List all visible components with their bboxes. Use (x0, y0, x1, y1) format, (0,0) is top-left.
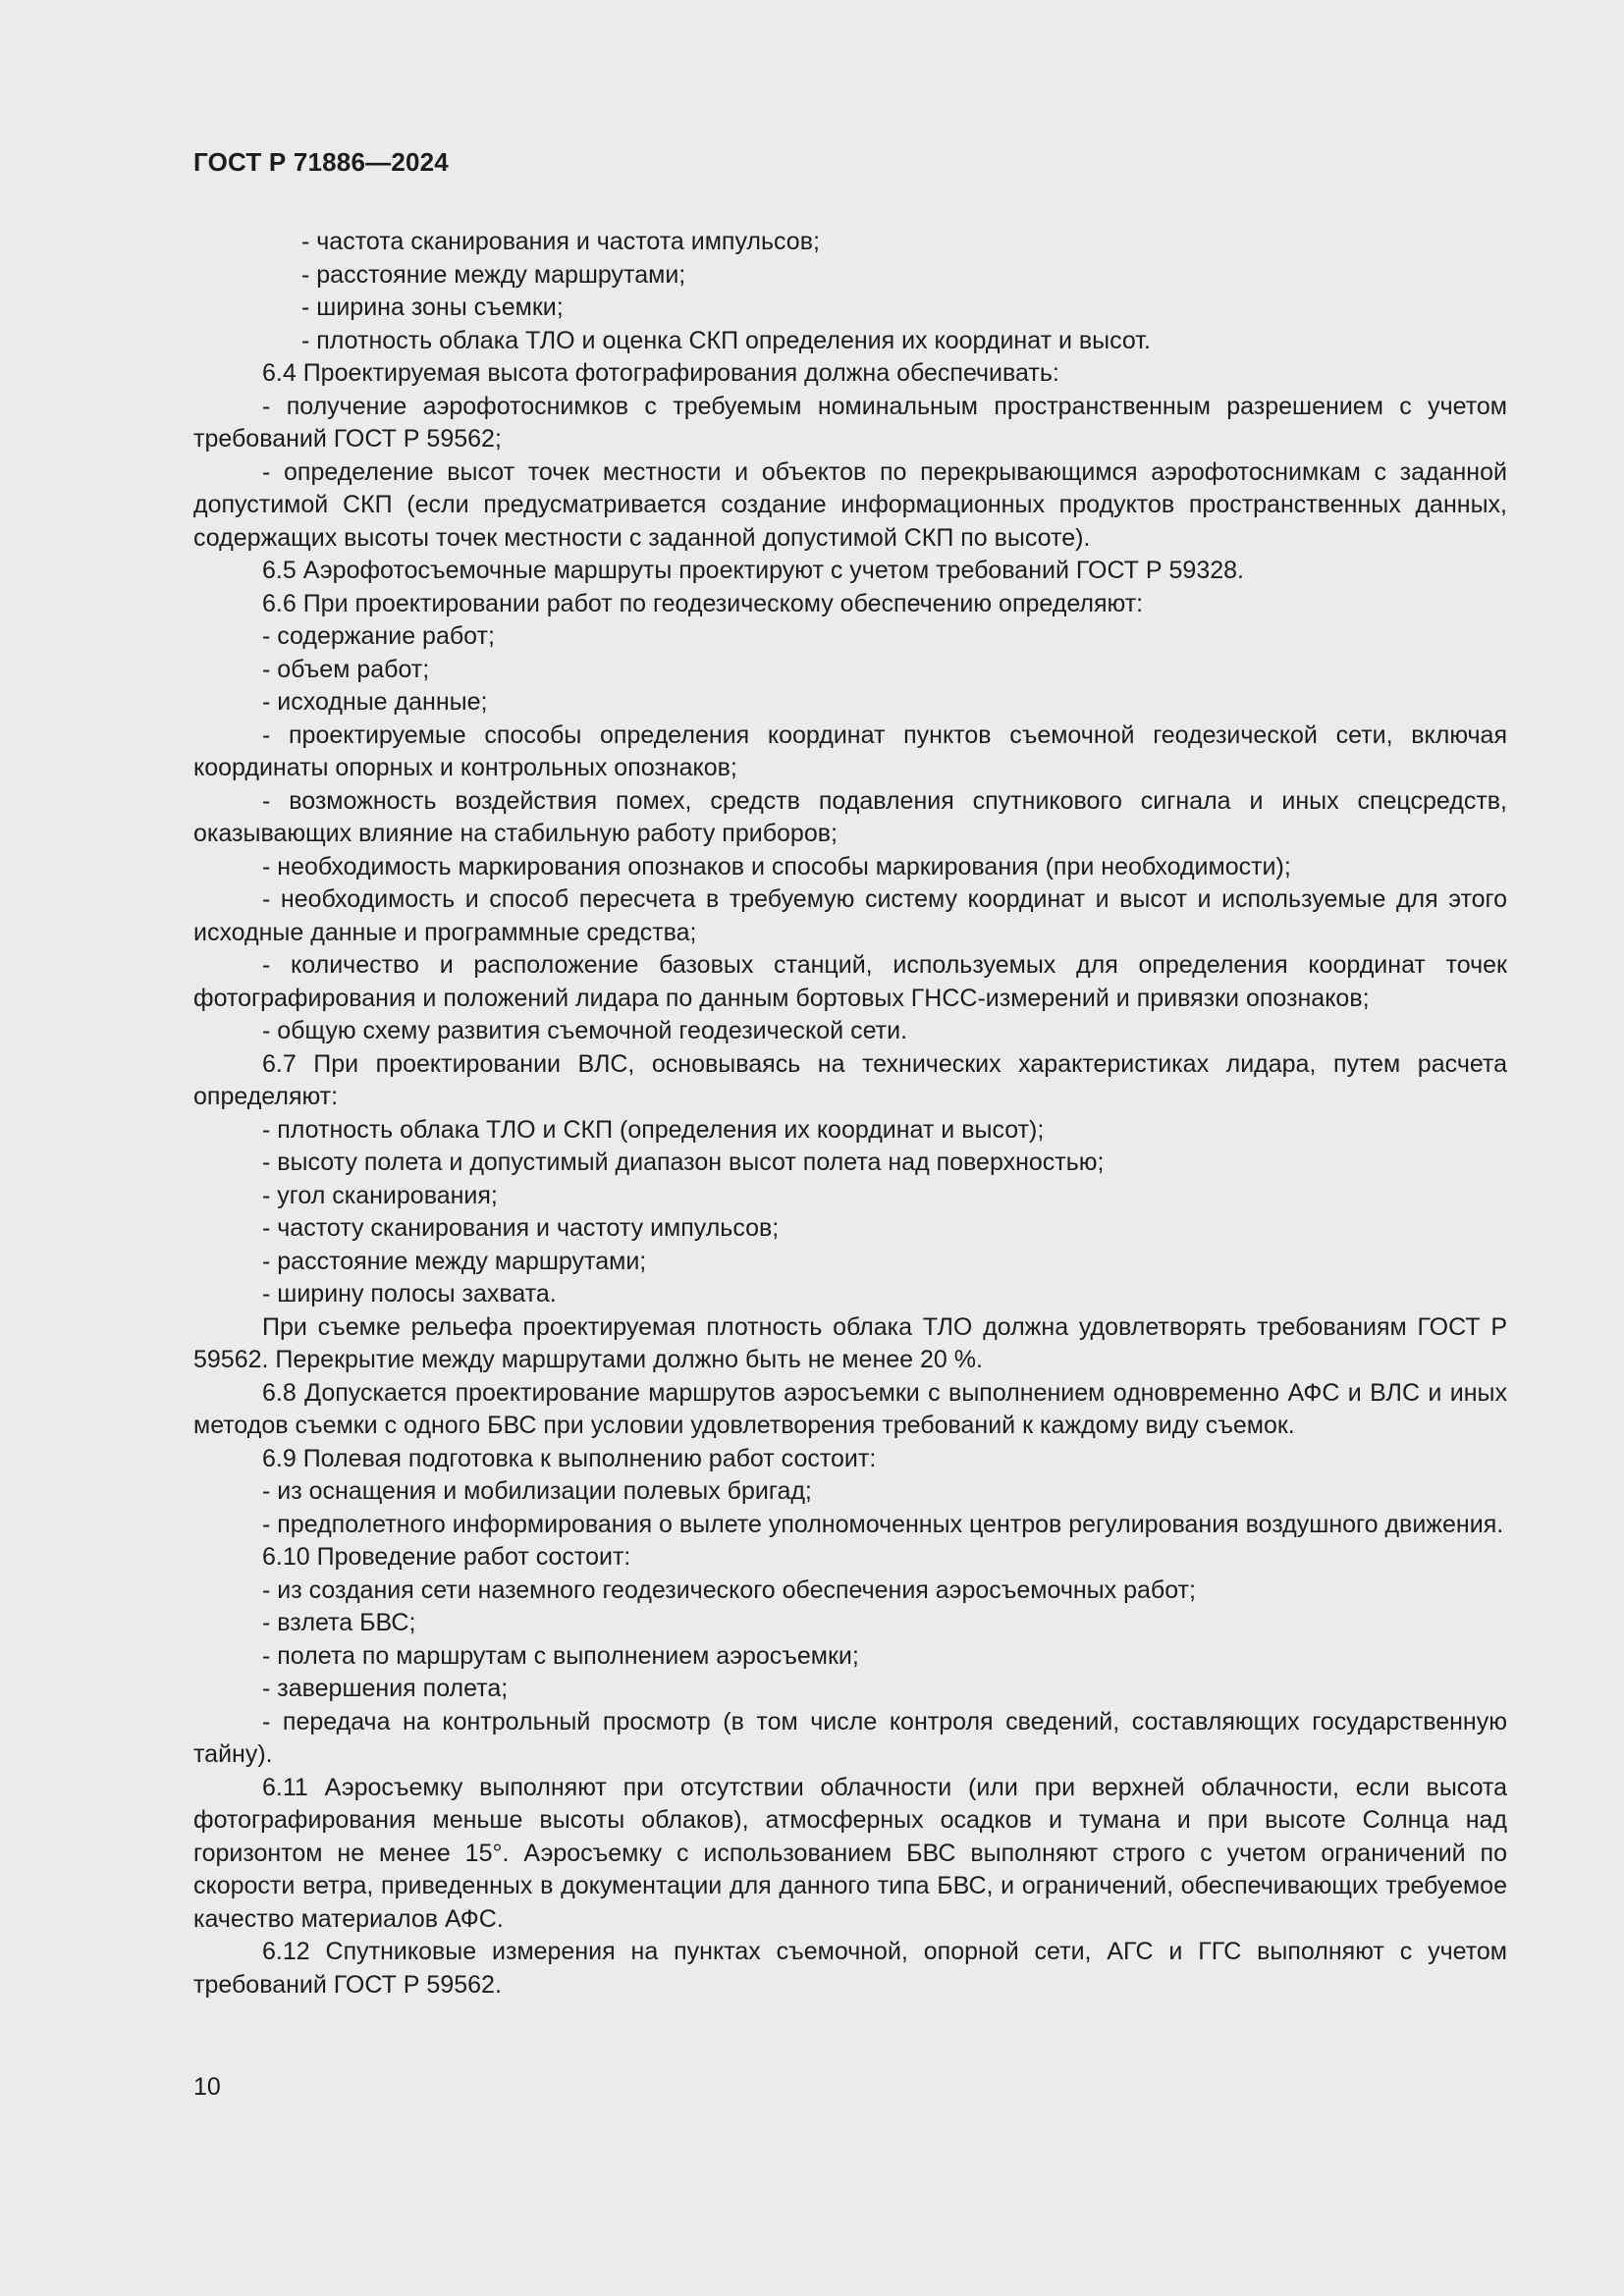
paragraph: - полета по маршрутам с выполнением аэросъемки; (262, 1641, 859, 1670)
paragraph: - ширина зоны съемки; (301, 294, 564, 321)
paragraph: 6.12 Спутниковые измерения на пунктах съемочной, опорной сети, АГС и ГГС выполняют с учетом требований ГОСТ Р 59562. (193, 1938, 1507, 1999)
paragraph: - частоту сканирования и частоту импульсов; (262, 1214, 780, 1242)
paragraph: 6.10 Проведение работ состоит: (262, 1543, 631, 1571)
paragraph: - необходимость маркирования опознаков и способы маркирования (при необходимости); (262, 852, 1291, 881)
paragraph: - из создания сети наземного геодезического обеспечения аэросъемочных работ; (262, 1575, 1196, 1604)
paragraph: - расстояние между маршрутами; (262, 1247, 647, 1275)
paragraph: - завершения полета; (262, 1675, 509, 1702)
document-body (193, 226, 1507, 2002)
paragraph: - возможность воздействия помех, средств подавления спутникового сигнала и иных спецсредств, оказывающих влияние на стабильную работу приборов; (193, 786, 1507, 847)
paragraph: - взлета БВС; (262, 1609, 416, 1636)
paragraph: - из оснащения и мобилизации полевых бригад; (262, 1477, 812, 1505)
paragraph: - ширину полосы захвата. (262, 1280, 557, 1308)
paragraph: - угол сканирования; (262, 1181, 498, 1209)
paragraph: - содержание работ; (262, 622, 495, 650)
paragraph: - предполетного информирования о вылете уполномоченных центров регулирования воздушного движения. (262, 1510, 1504, 1538)
paragraph: При съемке рельефа проектируемая плотность облака ТЛО должна удовлетворять требованиям ГОСТ Р 59562. Перекрытие между маршрутами должно быть не менее 20 %. (193, 1312, 1507, 1373)
paragraph: - определение высот точек местности и объектов по перекрывающимся аэрофотоснимкам с заданной допустимой СКП (если предусматривается создание информационных продуктов пространственных данных, содержащих высоты точек местности с заданной допустимой СКП по высоте). (193, 457, 1507, 552)
paragraph: - количество и расположение базовых станций, используемых для определения координат точек фотографирования и положений лидара по данным бортовых ГНСС-измерений и привязки опознаков; (193, 951, 1507, 1012)
paragraph: 6.11 Аэросъемку выполняют при отсутствии облачности (или при верхней облачности, если высота фотографирования меньше высоты облаков), атмосферных осадков и тумана и при высоте Солнца над горизонтом не менее 15°. Аэросъемку с использованием БВС выполняют строго с учетом ограничений по скорости ветра, приведенных в документации для данного типа БВС, и ограничений, обеспечивающих требуемое качество материалов АФС. (193, 1773, 1507, 1933)
paragraph: 6.9 Полевая подготовка к выполнению работ состоит: (262, 1444, 877, 1472)
paragraph: - частота сканирования и частота импульсов; (301, 228, 820, 255)
paragraph: - плотность облака ТЛО и СКП (определения их координат и высот); (262, 1115, 1045, 1144)
paragraph: - передача на контрольный просмотр (в том числе контроля сведений, составляющих государственную тайну). (193, 1707, 1507, 1768)
paragraph: - высоту полета и допустимый диапазон высот полета над поверхностью; (262, 1148, 1105, 1176)
paragraph: - проектируемые способы определения координат пунктов съемочной геодезической сети, включая координаты опорных и контрольных опознаков; (193, 721, 1507, 781)
page-number: 10 (193, 2073, 221, 2101)
document-header: ГОСТ Р 71886—2024 (193, 147, 449, 177)
paragraph: - расстояние между маршрутами; (301, 260, 686, 289)
paragraph: - объем работ; (262, 655, 430, 683)
paragraph: - общую схему развития съемочной геодезической сети. (262, 1017, 908, 1044)
paragraph: 6.6 При проектировании работ по геодезическому обеспечению определяют: (262, 589, 1144, 617)
paragraph: - исходные данные; (262, 688, 488, 716)
paragraph: 6.8 Допускается проектирование маршрутов аэросъемки с выполнением одновременно АФС и ВЛС и иных методов съемки с одного БВС при условии удовлетворения требований к каждому виду съемок. (193, 1378, 1507, 1439)
paragraph: 6.7 При проектировании ВЛС, основываясь на технических характеристиках лидара, путем расчета определяют: (193, 1049, 1507, 1110)
paragraph: - плотность облака ТЛО и оценка СКП определения их координат и высот. (301, 326, 1151, 354)
paragraph: 6.5 Аэрофотосъемочные маршруты проектируют с учетом требований ГОСТ Р 59328. (262, 557, 1244, 584)
paragraph: 6.4 Проектируемая высота фотографирования должна обеспечивать: (262, 359, 1059, 387)
paragraph: - получение аэрофотоснимков с требуемым номинальным пространственным разрешением с учетом требований ГОСТ Р 59562; (193, 392, 1507, 453)
paragraph: - необходимость и способ пересчета в требуемую систему координат и высот и используемые для этого исходные данные и программные средства; (193, 885, 1507, 946)
